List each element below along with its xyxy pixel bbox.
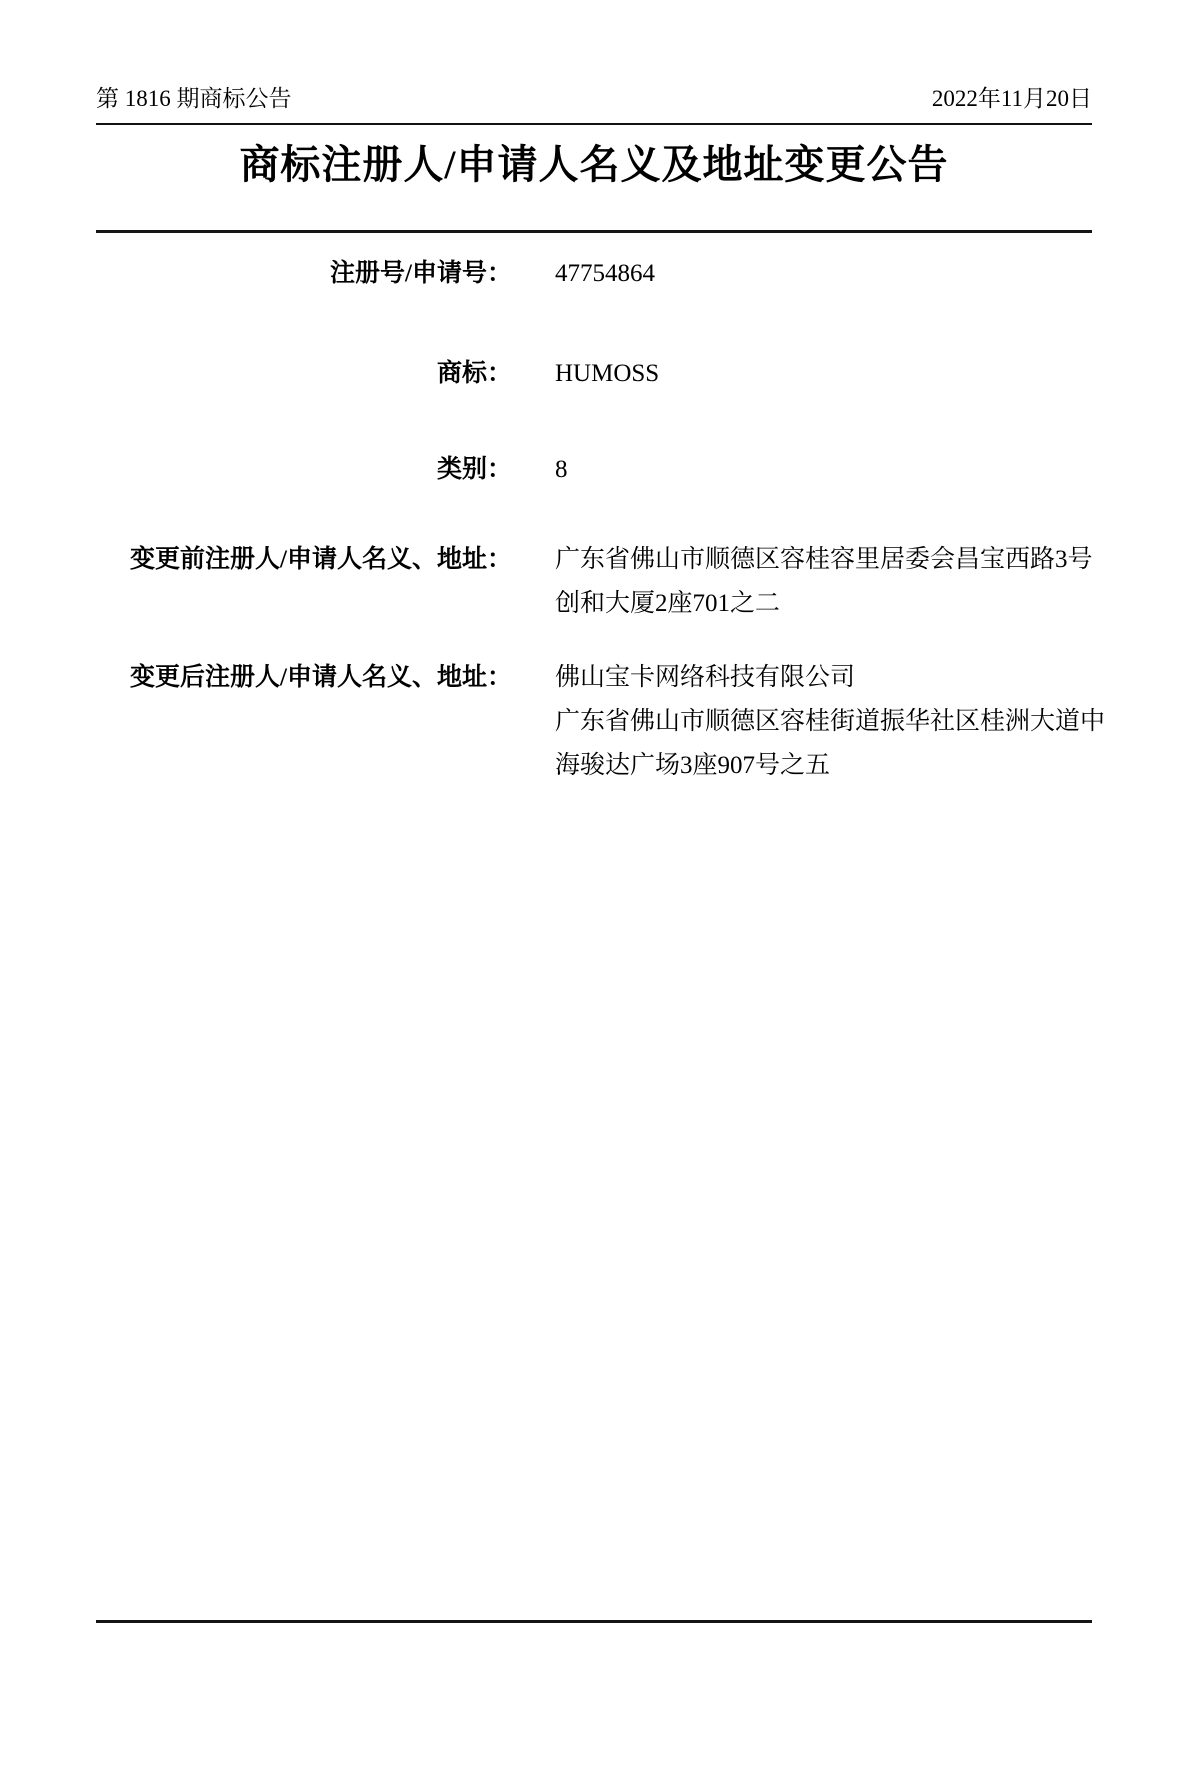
gazette-issue-number: 第 1816 期商标公告 [96, 86, 292, 111]
footer-rule [96, 1620, 1092, 1623]
field-value-line: 广东省佛山市顺德区容桂街道振华社区桂洲大道中 [555, 708, 1106, 735]
field-value [555, 352, 1092, 396]
field-label: 商标： [436, 360, 512, 387]
field-row-class [96, 448, 1092, 492]
field-list [96, 252, 1106, 788]
field-value [555, 538, 1093, 626]
header-rule [96, 123, 1092, 125]
field-value-line: 广东省佛山市顺德区容桂容里居委会昌宝西路3号 [555, 546, 1093, 573]
gazette-date: 2022年11月20日 [931, 86, 1092, 111]
field-value-line: 创和大厦2座701之二 [555, 590, 781, 617]
page-header [96, 82, 1092, 116]
page-title: 商标注册人/申请人名义及地址变更公告 [239, 142, 949, 187]
field-label: 注册号/申请号： [330, 260, 512, 287]
field-label: 类别： [436, 456, 512, 483]
field-row-after-change [96, 656, 1106, 788]
field-value [555, 252, 1092, 296]
field-value [555, 448, 1092, 492]
field-label: 变更前注册人/申请人名义、地址： [130, 546, 512, 573]
field-value-line: 47754864 [555, 260, 655, 287]
field-value-line: HUMOSS [555, 360, 660, 387]
title-rule [96, 230, 1092, 233]
field-row-before-change [96, 538, 1092, 626]
field-label: 变更后注册人/申请人名义、地址： [130, 664, 512, 691]
field-row-registration-number [96, 252, 1092, 296]
field-value-line: 海骏达广场3座907号之五 [555, 752, 831, 779]
field-value-line: 8 [555, 456, 568, 483]
field-value [555, 656, 1105, 788]
field-value-line: 佛山宝卡网络科技有限公司 [555, 664, 856, 691]
announcement-page [0, 82, 1190, 1766]
field-row-trademark [96, 352, 1092, 396]
